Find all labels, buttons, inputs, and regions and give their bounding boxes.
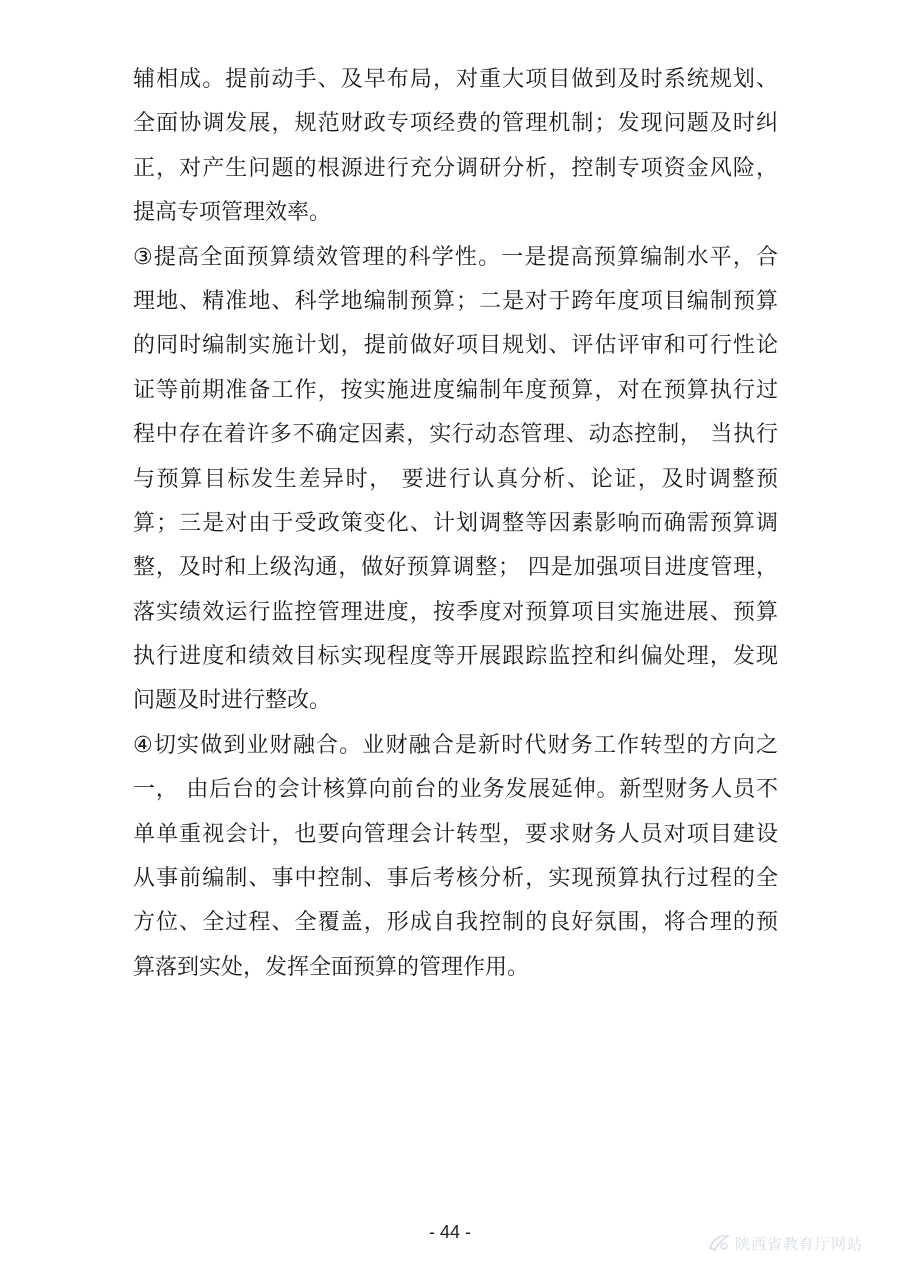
text-line: 从事前编制、事中控制、事后考核分析，实现预算执行过程的全 (133, 866, 778, 892)
text-line: 落实绩效运行监控管理进度，按季度对预算项目实施进展、预算 (133, 599, 778, 625)
text-line: 算落到实处，发挥全面预算的管理作用。 (133, 954, 530, 980)
text-line: 方位、全过程、全覆盖，形成自我控制的良好氛围，将合理的预 (133, 910, 778, 936)
text-line: ③提高全面预算绩效管理的科学性。一是提高预算编制水平，合 (133, 244, 778, 270)
text-line: 的同时编制实施计划，提前做好项目规划、评估评审和可行性论 (133, 333, 778, 359)
text-line: 理地、精准地、科学地编制预算；二是对于跨年度项目编制预算 (133, 288, 778, 314)
text-line: 证等前期准备工作，按实施进度编制年度预算，对在预算执行过 (133, 377, 778, 403)
text-line: 整，及时和上级沟通，做好预算调整； 四是加强项目进度管理， (133, 555, 778, 581)
text-line: ④切实做到业财融合。业财融合是新时代财务工作转型的方向之 (133, 732, 778, 758)
text-line: 程中存在着许多不确定因素，实行动态管理、动态控制， 当执行 (133, 422, 778, 448)
text-line: 算；三是对由于受政策变化、计划调整等因素影响而确需预算调 (133, 510, 778, 536)
text-line: 与预算目标发生差异时， 要进行认真分析、论证，及时调整预 (133, 466, 778, 492)
text-line: 问题及时进行整改。 (133, 688, 332, 714)
watermark-text: 陕西省教育厅网站 (735, 1235, 864, 1253)
text-line: 全面协调发展，规范财政专项经费的管理机制；发现问题及时纠 (133, 111, 778, 137)
document-body (133, 58, 778, 990)
page-number: - 44 - (428, 1222, 471, 1242)
text-line: 一， 由后台的会计核算向前台的业务发展延伸。新型财务人员不 (133, 777, 778, 803)
text-line: 正，对产生问题的根源进行充分调研分析，控制专项资金风险， (133, 155, 778, 181)
text-line: 辅相成。提前动手、及早布局，对重大项目做到及时系统规划、 (133, 67, 778, 92)
text-line: 单单重视会计，也要向管理会计转型，要求财务人员对项目建设 (133, 821, 778, 847)
watermark-logo-icon (707, 1231, 731, 1253)
text-line: 执行进度和绩效目标实现程度等开展跟踪监控和纠偏处理，发现 (133, 644, 778, 670)
text-line: 提高专项管理效率。 (133, 200, 332, 226)
